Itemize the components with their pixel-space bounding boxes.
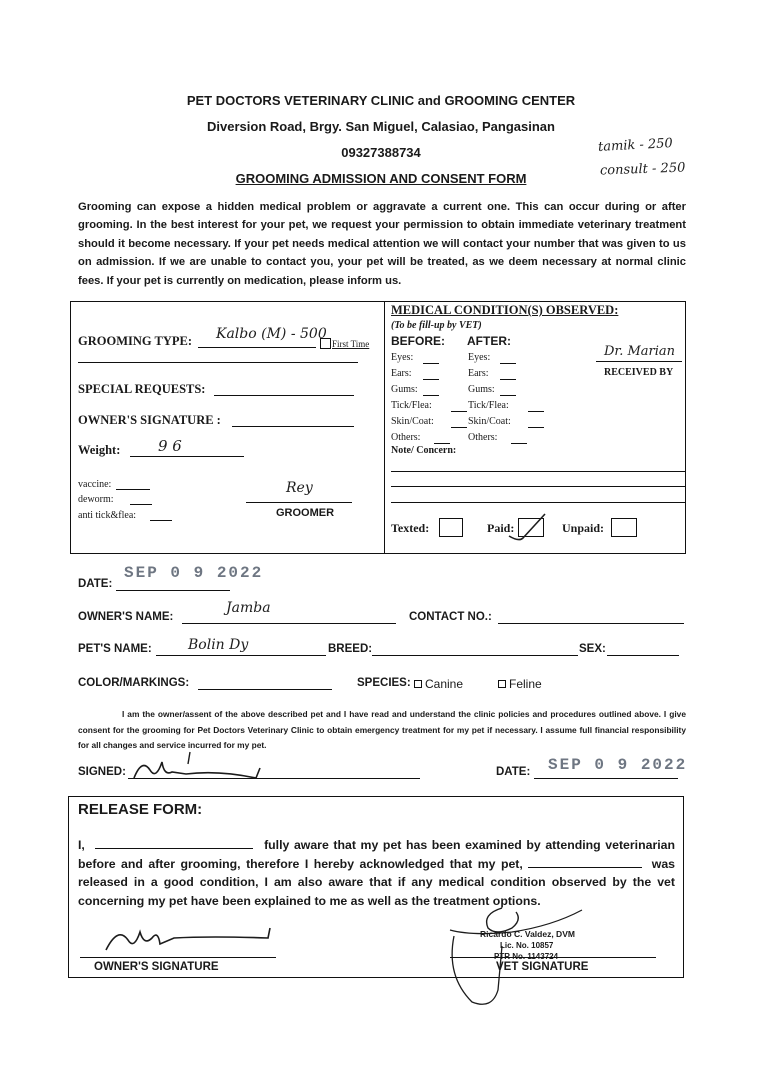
before-row-label: Others: — [391, 432, 421, 443]
vet-stamp-ptr: PTR No. 1143724 — [494, 952, 559, 961]
release-owner-signature-scribble-icon — [100, 916, 280, 956]
release-pet-name-field[interactable] — [528, 856, 642, 868]
after-row-field[interactable] — [528, 411, 544, 412]
after-row-label: Tick/Flea: — [468, 400, 509, 411]
color-markings-label: COLOR/MARKINGS: — [78, 677, 190, 689]
before-row-label: Ears: — [391, 368, 412, 379]
before-row-field[interactable] — [434, 443, 450, 444]
owner-name-label: OWNER'S NAME: — [78, 611, 174, 623]
handwritten-note-1: tamik - 250 — [597, 136, 674, 155]
after-row-label: Skin/Coat: — [468, 416, 511, 427]
before-row-field[interactable] — [423, 363, 439, 364]
texted-checkbox[interactable] — [439, 518, 463, 537]
after-row-field[interactable] — [511, 443, 527, 444]
after-row-label: Others: — [468, 432, 498, 443]
release-owner-signature-label: OWNER'S SIGNATURE — [94, 961, 219, 973]
release-owner-name-field[interactable] — [95, 837, 253, 849]
grooming-type-label: GROOMING TYPE: — [78, 334, 193, 348]
after-row-field[interactable] — [500, 379, 516, 380]
vet-signature-label: VET SIGNATURE — [496, 961, 589, 973]
vet-stamp-name: Ricardo C. Valdez, DVM — [480, 929, 575, 939]
release-text-2: was released in a good condition, I am also aware that if any medical condition observed by the vet concerning my pet have been explained to me as well as the treatment options. — [78, 856, 675, 908]
after-row-label: Eyes: — [468, 352, 491, 363]
before-row-field[interactable] — [451, 427, 467, 428]
note-concern-label: Note/ Concern: — [391, 445, 457, 456]
release-text-1: fully aware that my pet has been examined by attending veterinarian before and after grooming, therefore I hereby acknowledged that my pet, — [78, 838, 675, 871]
after-row-field[interactable] — [528, 427, 544, 428]
received-by-name: Dr. Marian — [604, 344, 676, 359]
contact-label: CONTACT NO.: — [409, 611, 492, 623]
pet-name-value: Bolin Dy — [188, 637, 249, 653]
date-label: DATE: — [78, 578, 113, 590]
sex-field[interactable] — [607, 655, 679, 656]
before-row-field[interactable] — [423, 379, 439, 380]
antitick-label: anti tick&flea: — [78, 510, 137, 521]
special-requests-field[interactable] — [214, 395, 354, 396]
date-stamp: SEP 0 9 2022 — [124, 564, 264, 582]
before-row-label: Tick/Flea: — [391, 400, 432, 411]
weight-label: Weight: — [78, 443, 121, 457]
consent-paragraph: I am the owner/assent of the above described pet and I have read and understand the clinic policies and procedures outlined above. I give consent for the grooming for Pet Doctors Veterinary Clinic to obtain emergency treatment for my pet if necessary. I assume full financial responsibility for all changes and service incurred for my pet. — [78, 709, 686, 750]
medical-condition-title: MEDICAL CONDITION(S) OBSERVED: — [391, 303, 619, 317]
paid-check-mark-icon — [505, 510, 550, 545]
feline-checkbox[interactable] — [498, 680, 506, 688]
release-i: I, — [78, 838, 85, 852]
form-title: GROOMING ADMISSION AND CONSENT FORM — [235, 171, 527, 186]
clinic-address: Diversion Road, Brgy. San Miguel, Calasiao, Pangasinan — [207, 119, 555, 134]
canine-label: Canine — [425, 677, 464, 691]
release-title: RELEASE FORM: — [78, 801, 203, 818]
unpaid-label: Unpaid: — [562, 521, 605, 535]
unpaid-checkbox[interactable] — [611, 518, 637, 537]
owner-signature-field[interactable] — [232, 426, 354, 427]
owner-signature-label: OWNER'S SIGNATURE : — [78, 413, 221, 427]
feline-label: Feline — [509, 677, 542, 691]
color-markings-field[interactable] — [198, 689, 332, 690]
before-row-field[interactable] — [451, 411, 467, 412]
box-divider — [384, 302, 385, 553]
owner-signature-scribble-icon — [128, 748, 268, 784]
medical-condition-subtitle: (To be fill-up by VET) — [391, 320, 482, 331]
groomer-name: Rey — [286, 480, 313, 496]
first-time-checkbox[interactable] — [320, 338, 331, 349]
weight-value: 9 6 — [158, 437, 182, 455]
species-label: SPECIES: — [357, 677, 411, 689]
consent-date-stamp: SEP 0 9 2022 — [548, 756, 688, 774]
handwritten-note-2: consult - 250 — [599, 160, 686, 179]
signed-label: SIGNED: — [78, 766, 126, 778]
contact-field[interactable] — [498, 623, 684, 624]
before-row-label: Eyes: — [391, 352, 414, 363]
before-row-label: Gums: — [391, 384, 418, 395]
paid-label: Paid: — [487, 521, 515, 535]
sex-label: SEX: — [579, 643, 606, 655]
breed-field[interactable] — [372, 655, 578, 656]
after-row-field[interactable] — [500, 395, 516, 396]
first-time-label: First Time — [332, 339, 370, 349]
breed-label: BREED: — [328, 643, 373, 655]
after-row-label: Gums: — [468, 384, 495, 395]
pet-name-label: PET'S NAME: — [78, 643, 152, 655]
clinic-name: PET DOCTORS VETERINARY CLINIC and GROOMING CENTER — [186, 93, 576, 108]
deworm-label: deworm: — [78, 494, 114, 505]
intro-paragraph: Grooming can expose a hidden medical problem or aggravate a current one. This can occur during or after grooming. In the best interest for your pet, we request your permission to obtain immediate veterinary treatment should it become necessary. If your pet needs medical attention we will contact your number that was given to us on admission. If we are unable to contact you, your pet will be treated, as we deem necessary at normal clinic fees. If your pet is currently on medication, please inform us. — [78, 201, 686, 287]
groomer-label: GROOMER — [276, 507, 335, 519]
before-row-field[interactable] — [423, 395, 439, 396]
after-row-field[interactable] — [500, 363, 516, 364]
consent-date-label: DATE: — [496, 766, 531, 778]
vaccine-label: vaccine: — [78, 479, 112, 490]
before-row-label: Skin/Coat: — [391, 416, 434, 427]
owner-name-value: Jamba — [226, 600, 271, 616]
special-requests-label: SPECIAL REQUESTS: — [78, 382, 206, 396]
received-by-label: RECEIVED BY — [604, 367, 674, 378]
after-label: AFTER: — [467, 334, 511, 348]
before-label: BEFORE: — [391, 334, 445, 348]
vet-stamp-lic: Lic. No. 10857 — [500, 941, 554, 950]
texted-label: Texted: — [391, 521, 430, 535]
canine-checkbox[interactable] — [414, 680, 422, 688]
clinic-phone: 09327388734 — [341, 145, 421, 160]
after-row-label: Ears: — [468, 368, 489, 379]
release-paragraph — [78, 836, 675, 910]
grooming-type-value: Kalbo (M) - 500 — [216, 326, 327, 342]
